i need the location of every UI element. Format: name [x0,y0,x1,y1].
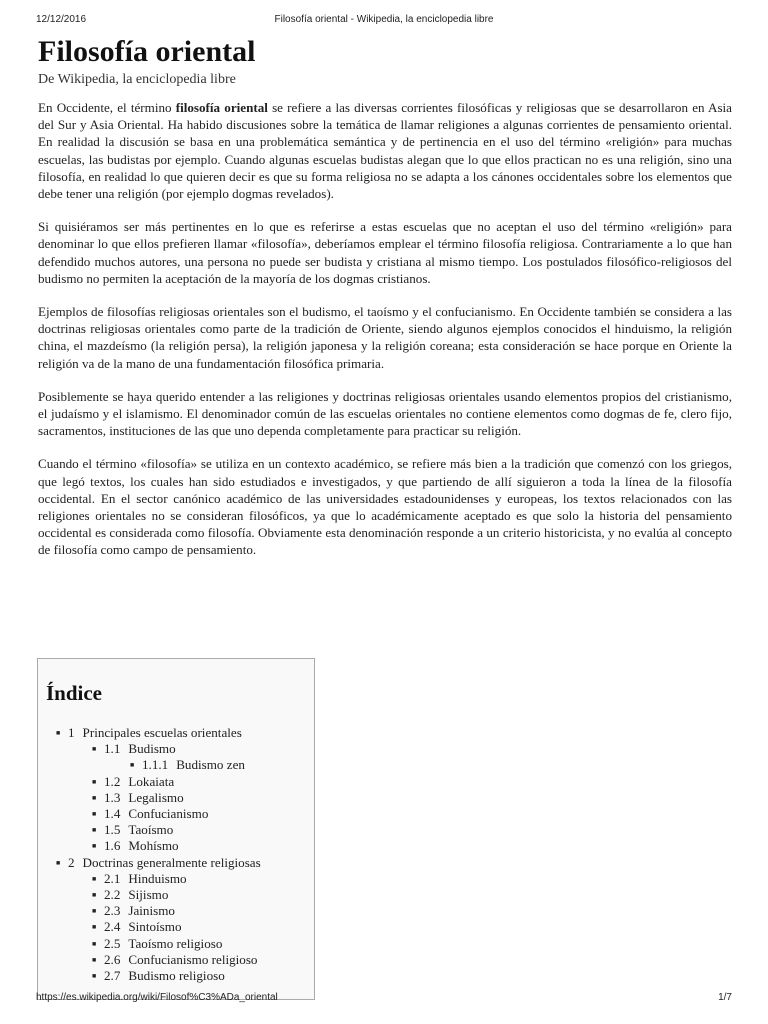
print-date: 12/12/2016 [36,14,87,25]
toc-item[interactable] [92,952,315,968]
toc-number: 1.1.1 [142,757,169,773]
toc-number: 1.6 [104,838,121,854]
paragraph-academic-context: Cuando el término «filosofía» se utiliza en un contexto académico, se refiere más bien a la tradición que comenzó con los griegos, que legó textos, los cuales han sido estudiados e investigados, y que partiendo de allí siguieron a toda la línea de la filosofía occidental. En el sector canónico académico de las universidades estadounidenses y europeas, los textos relacionados con las religiones orientales no se consideran filosóficos, ya que lo académicamente aceptado es que solo la historia del pensamiento occidental es considerada como filosofía. Obviamente esta denominación responde a un criterio historicista, y no evalúa al concepto de filosofía como campo de pensamiento. [38,456,732,558]
toc-title: Índice [46,681,103,705]
toc-item[interactable] [92,822,315,838]
toc-list [56,725,315,984]
toc-item[interactable] [56,855,315,985]
page-url: https://es.wikipedia.org/wiki/Filosof%C3%ADa_oriental [36,992,278,1003]
paragraph-intro-pre: En Occidente, el término [38,100,176,115]
toc-label: Doctrinas generalmente religiosas [82,854,261,870]
print-footer [36,992,732,1006]
article-content [38,32,732,559]
toc-item[interactable] [92,903,315,919]
paragraph-intro-post: se refiere a las diversas corrientes filosóficas y religiosas que se desarrollaron en Asia del Sur y Asia Oriental. Ha habido discusiones sobre la temática de llamar religiones a algunas corrientes de pensamiento oriental. En realidad la discusión se basa en una problemática semántica y de pertinencia en el uso del término «religión» para muchas escuelas, las budistas por ejemplo. Cuando algunas escuelas budistas alegan que lo que ellos practican no es una religión, sino una filosofía, en realidad lo que quieren decir es que su forma religiosa no se adapta a los cánones occidentales sobre los elementos que debe tener una religión (por ejemplo dogmas revelados). [38,100,732,202]
toc-item[interactable] [130,757,315,773]
toc-label: Hinduismo [128,870,187,886]
toc-item[interactable] [92,887,315,903]
toc-label: Sintoísmo [128,919,182,935]
toc-number: 2.5 [104,935,121,951]
toc-label: Budismo religioso [128,968,225,984]
article-title: Filosofía oriental [38,35,256,68]
toc-label: Mohísmo [128,838,179,854]
toc-number: 1.3 [104,789,121,805]
toc-item[interactable] [56,725,315,855]
toc-number: 2 [68,854,75,870]
toc-item[interactable] [92,838,315,854]
toc-item[interactable] [92,919,315,935]
toc-number: 2.7 [104,968,121,984]
toc-item[interactable] [92,790,315,806]
paragraph-intro [38,99,732,202]
toc-number: 1.1 [104,741,121,757]
toc-number: 1 [68,725,75,740]
print-page-title: Filosofía oriental - Wikipedia, la enciclopedia libre [274,14,494,25]
paragraph-religious-philosophy: Si quisiéramos ser más pertinentes en lo que es referirse a estas escuelas que no aceptan el uso del término «religión» para denominar lo que ellos prefieren llamar «filosofía», deberíamos emplear el término filosofía religiosa. Contrariamente a lo que han defendido muchos autores, una persona no puede ser budista y cristiana al mismo tiempo. Los postulados filosófico-religiosos del budismo no permiten la aceptación de la mayoría de los dogmas cristianos. [38,219,732,286]
toc-item[interactable] [92,774,315,790]
toc-number: 1.4 [104,806,121,822]
toc-item[interactable] [92,806,315,822]
paragraph-examples: Ejemplos de filosofías religiosas orientales son el budismo, el taoísmo y el confucianismo. En Occidente también se considera a las doctrinas religiosas orientales como parte de la tradición de Oriente, siendo algunos ejemplos conocidos el hinduismo, la religión china, el mazdeísmo (la religión persa), la religión japonesa y la religión coreana; esta consideración se hace porque en Oriente la religión va de la mano de una fundamentación filosófica primaria. [38,304,732,371]
toc-number: 1.2 [104,773,121,789]
toc-label: Budismo zen [176,757,245,773]
print-header [36,14,732,28]
toc-label: Taoísmo religioso [128,935,223,951]
toc-label: Confucianismo [128,806,209,822]
toc-label: Lokaiata [128,773,175,789]
toc-label: Budismo [128,741,176,757]
toc-item[interactable] [92,968,315,984]
toc-number: 2.3 [104,903,121,919]
toc-label: Legalismo [128,789,184,805]
toc-number: 2.6 [104,951,121,967]
toc-number: 2.4 [104,919,121,935]
toc-item[interactable] [92,936,315,952]
paragraph-western-view: Posiblemente se haya querido entender a las religiones y doctrinas religiosas orientales usando elementos propios del cristianismo, el judaísmo y el islamismo. El denominador común de las escuelas orientales no contiene elementos como dogmas de fe, clero fijo, sacramentos, instituciones de las que uno dependa completamente para practicar su religión. [38,388,732,439]
term-highlight: filosofía oriental [175,100,268,115]
toc-item[interactable] [92,741,315,773]
toc-label: Taoísmo [128,822,174,838]
toc-label: Jainismo [128,903,175,919]
toc-number: 2.2 [104,887,121,903]
toc-label: Sijismo [128,887,169,903]
toc-label: Confucianismo religioso [128,951,258,967]
toc-label: Principales escuelas orientales [82,725,242,740]
table-of-contents [37,658,315,1000]
toc-number: 1.5 [104,822,121,838]
toc-number: 2.1 [104,870,121,886]
article-subtitle: De Wikipedia, la enciclopedia libre [38,72,236,87]
toc-item[interactable] [92,871,315,887]
page-number: 1/7 [718,992,732,1003]
